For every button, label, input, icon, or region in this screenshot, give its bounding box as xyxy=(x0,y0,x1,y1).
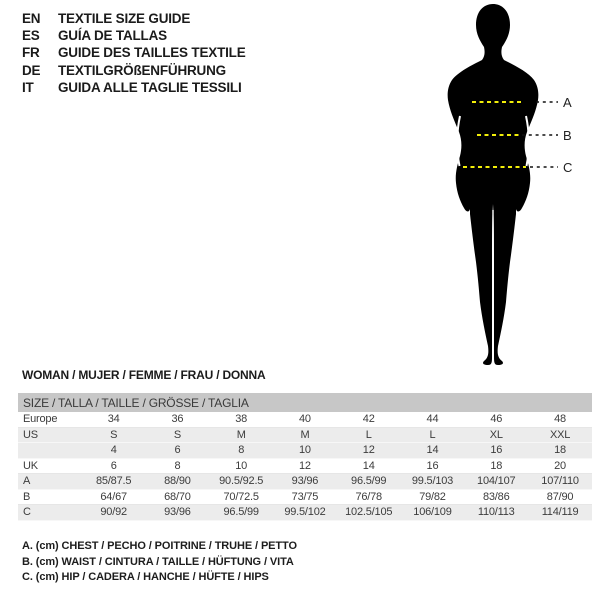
size-cell: M xyxy=(273,427,337,443)
size-cell: 10 xyxy=(273,443,337,459)
language-row-it xyxy=(22,79,246,96)
row-label: Europe xyxy=(18,412,82,427)
size-cell: 34 xyxy=(82,412,146,427)
size-cell: 79/82 xyxy=(401,489,465,505)
size-cell: 48 xyxy=(528,412,592,427)
size-cell: 93/96 xyxy=(273,474,337,490)
size-cell: 102.5/105 xyxy=(337,505,401,521)
table-row xyxy=(18,505,592,521)
size-cell: 83/86 xyxy=(464,489,528,505)
language-title: GUÍA DE TALLAS xyxy=(58,28,167,44)
size-cell: 96.5/99 xyxy=(337,474,401,490)
row-label: UK xyxy=(18,458,82,474)
size-cell: 36 xyxy=(146,412,210,427)
table-row xyxy=(18,412,592,427)
language-row-de xyxy=(22,62,246,79)
size-cell: L xyxy=(337,427,401,443)
legend-hip: C. (cm) HIP / CADERA / HANCHE / HÜFTE / HIPS xyxy=(22,571,269,583)
size-cell: 18 xyxy=(464,458,528,474)
size-cell: 73/75 xyxy=(273,489,337,505)
table-row xyxy=(18,474,592,490)
size-cell: 40 xyxy=(273,412,337,427)
size-cell: 10 xyxy=(209,458,273,474)
row-label: A xyxy=(18,474,82,490)
table-row xyxy=(18,458,592,474)
language-code: FR xyxy=(22,45,40,61)
size-cell: 106/109 xyxy=(401,505,465,521)
size-cell: 85/87.5 xyxy=(82,474,146,490)
language-code: ES xyxy=(22,28,40,44)
size-cell: 88/90 xyxy=(146,474,210,490)
measurement-legend xyxy=(22,539,297,586)
language-list xyxy=(22,10,246,96)
size-cell: 90/92 xyxy=(82,505,146,521)
size-cell: 99.5/103 xyxy=(401,474,465,490)
size-cell: 14 xyxy=(401,443,465,459)
size-cell: 93/96 xyxy=(146,505,210,521)
size-cell: 16 xyxy=(464,443,528,459)
size-cell: 20 xyxy=(528,458,592,474)
size-cell: S xyxy=(82,427,146,443)
size-cell: 64/67 xyxy=(82,489,146,505)
language-title: TEXTILE SIZE GUIDE xyxy=(58,11,191,26)
row-label: US xyxy=(18,427,82,443)
language-row-es xyxy=(22,27,246,44)
size-cell: 76/78 xyxy=(337,489,401,505)
size-cell: 96.5/99 xyxy=(209,505,273,521)
size-cell: 6 xyxy=(82,458,146,474)
size-cell: 68/70 xyxy=(146,489,210,505)
language-row-fr xyxy=(22,44,246,61)
table-row xyxy=(18,443,592,459)
size-cell: 70/72.5 xyxy=(209,489,273,505)
table-row xyxy=(18,489,592,505)
language-row-en xyxy=(22,10,246,27)
size-cell: 104/107 xyxy=(464,474,528,490)
marker-label-hip: C xyxy=(563,160,573,175)
woman-silhouette-figure xyxy=(440,0,600,370)
size-cell: 14 xyxy=(337,458,401,474)
marker-label-chest: A xyxy=(563,95,572,110)
size-cell: XXL xyxy=(528,427,592,443)
marker-label-waist: B xyxy=(563,128,572,143)
legend-chest: A. (cm) CHEST / PECHO / POITRINE / TRUHE / PETTO xyxy=(22,540,297,552)
size-cell: 87/90 xyxy=(528,489,592,505)
language-code: EN xyxy=(22,11,41,26)
legend-waist: B. (cm) WAIST / CINTURA / TAILLE / HÜFTUNG / VITA xyxy=(22,555,294,568)
size-cell: 16 xyxy=(401,458,465,474)
row-label: C xyxy=(18,505,82,521)
size-table-header-row xyxy=(18,393,592,412)
section-title: WOMAN / MUJER / FEMME / FRAU / DONNA xyxy=(22,368,266,382)
size-cell: 8 xyxy=(209,443,273,459)
size-cell: 18 xyxy=(528,443,592,459)
size-cell: 42 xyxy=(337,412,401,427)
size-table-header: SIZE / TALLA / TAILLE / GRÖSSE / TAGLIA xyxy=(18,393,592,412)
size-cell: L xyxy=(401,427,465,443)
language-title: TEXTILGRÖßENFÜHRUNG xyxy=(58,62,226,78)
size-cell: 99.5/102 xyxy=(273,505,337,521)
size-cell: 6 xyxy=(146,443,210,459)
language-code: IT xyxy=(22,79,34,95)
language-title: GUIDE DES TAILLES TEXTILE xyxy=(58,45,246,61)
size-cell: S xyxy=(146,427,210,443)
row-label xyxy=(18,443,82,459)
size-cell: 107/110 xyxy=(528,474,592,490)
size-cell: 44 xyxy=(401,412,465,427)
size-cell: 4 xyxy=(82,443,146,459)
size-cell: 46 xyxy=(464,412,528,427)
size-cell: 8 xyxy=(146,458,210,474)
size-cell: 12 xyxy=(337,443,401,459)
size-cell: M xyxy=(209,427,273,443)
size-cell: 114/119 xyxy=(528,505,592,521)
size-table xyxy=(18,393,592,521)
size-cell: 90.5/92.5 xyxy=(209,474,273,490)
size-cell: XL xyxy=(464,427,528,443)
size-cell: 12 xyxy=(273,458,337,474)
table-row xyxy=(18,427,592,443)
language-code: DE xyxy=(22,62,41,78)
size-cell: 38 xyxy=(209,412,273,427)
row-label: B xyxy=(18,489,82,505)
language-title: GUIDA ALLE TAGLIE TESSILI xyxy=(58,79,242,95)
size-cell: 110/113 xyxy=(464,505,528,521)
